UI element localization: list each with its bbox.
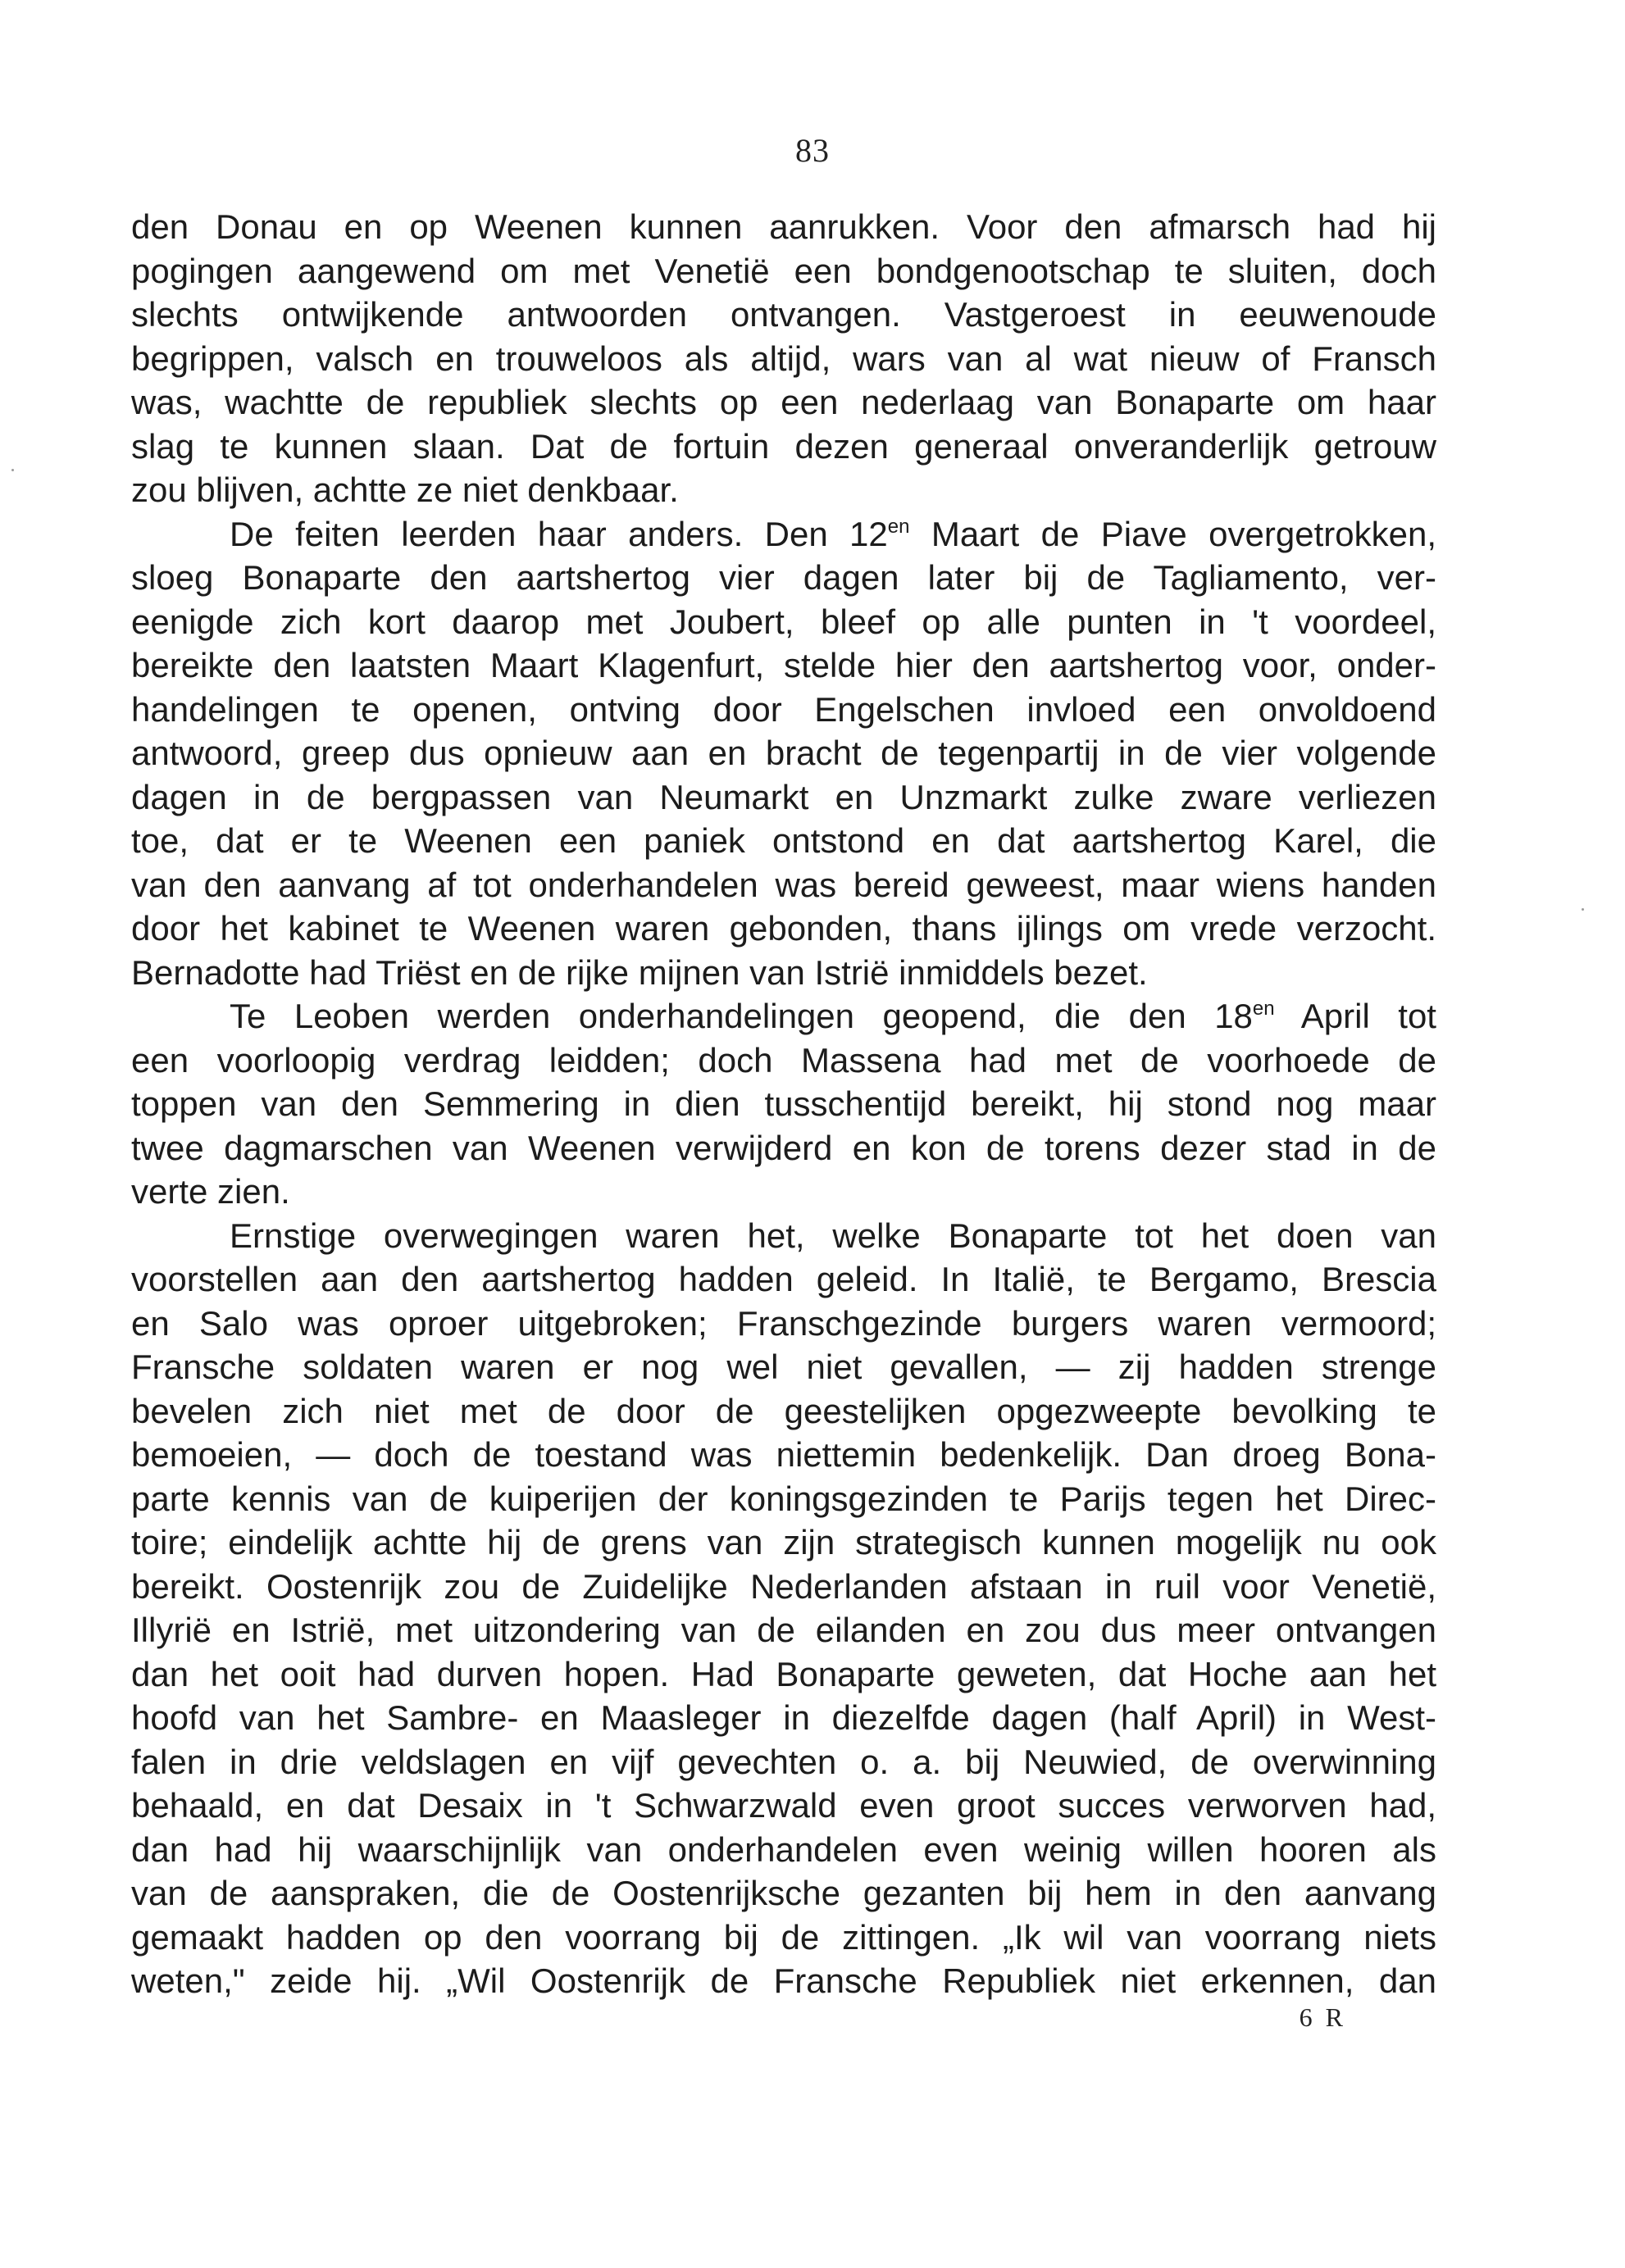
text-line: sloeg Bonaparte den aartshertog vier dagen later bij de Tagliamento, ver- — [131, 558, 1436, 597]
text-line: van den aanvang af tot onderhandelen was bereid geweest, maar wiens handen — [131, 865, 1436, 904]
text-line: slag te kunnen slaan. Dat de fortuin dezen generaal onveranderlijk getrouw — [131, 426, 1436, 466]
paper-speck — [1582, 908, 1584, 911]
text-line: dan had hij waarschijnlijk van onderhandelen even weinig willen hooren als — [131, 1829, 1436, 1869]
text-line: dan het ooit had durven hopen. Had Bonaparte geweten, dat Hoche aan het — [131, 1654, 1436, 1693]
text-line: en Salo was oproer uitgebroken; Franschgezinde burgers waren vermoord; — [131, 1303, 1436, 1343]
text-line: bemoeien, — doch de toestand was niettemin bedenkelijk. Dan droeg Bona- — [131, 1435, 1436, 1474]
text-line: den Donau en op Weenen kunnen aanrukken. Voor den afmarsch had hij — [131, 207, 1436, 246]
text-line: begrippen, valsch en trouweloos als altijd, wars van al wat nieuw of Fransch — [131, 339, 1436, 378]
text-line: parte kennis van de kuiperijen der koningsgezinden te Parijs tegen het Direc- — [131, 1479, 1436, 1518]
page-number: 83 — [795, 132, 830, 169]
text-line: bereikte den laatsten Maart Klagenfurt, stelde hier den aartshertog voor, onder- — [131, 646, 1436, 684]
text-line: toppen van den Semmering in dien tusschentijd bereikt, hij stond nog maar — [131, 1084, 1436, 1123]
text-line: door het kabinet te Weenen waren gebonden, thans ijlings om vrede verzocht. — [131, 909, 1436, 948]
text-line: Ernstige overwegingen waren het, welke Bonaparte tot het doen van — [230, 1216, 1436, 1255]
text-line: voorstellen aan den aartshertog hadden geleid. In Italië, te Bergamo, Brescia — [131, 1260, 1436, 1298]
text-fragment: April tot — [1274, 997, 1436, 1035]
text-line: bevelen zich niet met de door de geestelijken opgezweepte bevolking te — [131, 1391, 1436, 1430]
text-fragment: De feiten leerden haar anders. Den 12 — [230, 514, 888, 553]
text-line: Fransche soldaten waren er nog wel niet gevallen, — zij hadden strenge — [131, 1348, 1436, 1386]
text-line: eenigde zich kort daarop met Joubert, bleef op alle punten in 't voordeel, — [131, 602, 1436, 641]
paragraph-2 — [131, 512, 1436, 995]
text-line: dagen in de bergpassen van Neumarkt en Unzmarkt zulke zware verliezen — [131, 777, 1436, 816]
text-line: een voorloopig verdrag leidden; doch Massena had met de voorhoede de — [131, 1040, 1436, 1079]
text-fragment: Maart de Piave overgetrokken, — [909, 514, 1436, 553]
text-line: handelingen te openen, ontving door Engelschen invloed een onvoldoend — [131, 689, 1436, 729]
text-line: bereikt. Oostenrijk zou de Zuidelijke Nederlanden afstaan in ruil voor Venetië, — [131, 1566, 1436, 1606]
text-line: van de aanspraken, die de Oostenrijksche gezanten bij hem in den aanvang — [131, 1874, 1436, 1912]
text-line: twee dagmarschen van Weenen verwijderd en kon de torens dezer stad in de — [131, 1128, 1436, 1167]
text-line: falen in drie veldslagen en vijf gevechten o. a. bij Neuwied, de overwinning — [131, 1742, 1436, 1781]
text-line: was, wachtte de republiek slechts op een nederlaag van Bonaparte om haar — [131, 383, 1436, 421]
paragraph-1 — [131, 205, 1436, 512]
text-line: toe, dat er te Weenen een paniek ontstond en dat aartshertog Karel, die — [131, 821, 1436, 860]
text-fragment: Te Leoben werden onderhandelingen geopend, die den 18 — [230, 997, 1253, 1035]
paper-speck — [11, 469, 14, 471]
text-line: slechts ontwijkende antwoorden ontvangen. Vastgeroest in eeuwenoude — [131, 295, 1436, 334]
text-line: Bernadotte had Triëst en de rijke mijnen van Istrië inmiddels bezet. — [131, 952, 1148, 992]
text-line: zou blijven, achtte ze niet denkbaar. — [131, 470, 679, 509]
text-line — [131, 512, 1436, 557]
body-text — [131, 205, 1436, 2003]
text-line: toire; eindelijk achtte hij de grens van zijn strategisch kunnen mogelijk nu ook — [131, 1523, 1436, 1561]
paragraph-4 — [131, 1214, 1436, 2003]
superscript: en — [887, 515, 910, 538]
text-line: behaald, en dat Desaix in 't Schwarzwald even groot succes verworven had, — [131, 1786, 1436, 1825]
text-line: weten," zeide hij. „Wil Oostenrijk de Fransche Republiek niet erkennen, dan — [131, 1961, 1436, 2000]
text-line: verte zien. — [131, 1172, 290, 1211]
superscript: en — [1252, 998, 1275, 1020]
printer-signature-mark: 6 R — [1299, 2002, 1346, 2032]
text-line: antwoord, greep dus opnieuw aan en bracht de tegenpartij in de vier volgende — [131, 734, 1436, 772]
text-line: hoofd van het Sambre- en Maasleger in diezelfde dagen (half April) in West- — [131, 1698, 1436, 1737]
text-line: pogingen aangewend om met Venetië een bondgenootschap te sluiten, doch — [131, 251, 1436, 290]
text-line — [131, 994, 1436, 1039]
text-line: Illyrië en Istrië, met uitzondering van de eilanden en zou dus meer ontvangen — [131, 1611, 1436, 1649]
paragraph-3 — [131, 994, 1436, 1214]
text-line: gemaakt hadden op den voorrang bij de zittingen. „Ik wil van voorrang niets — [131, 1917, 1436, 1957]
